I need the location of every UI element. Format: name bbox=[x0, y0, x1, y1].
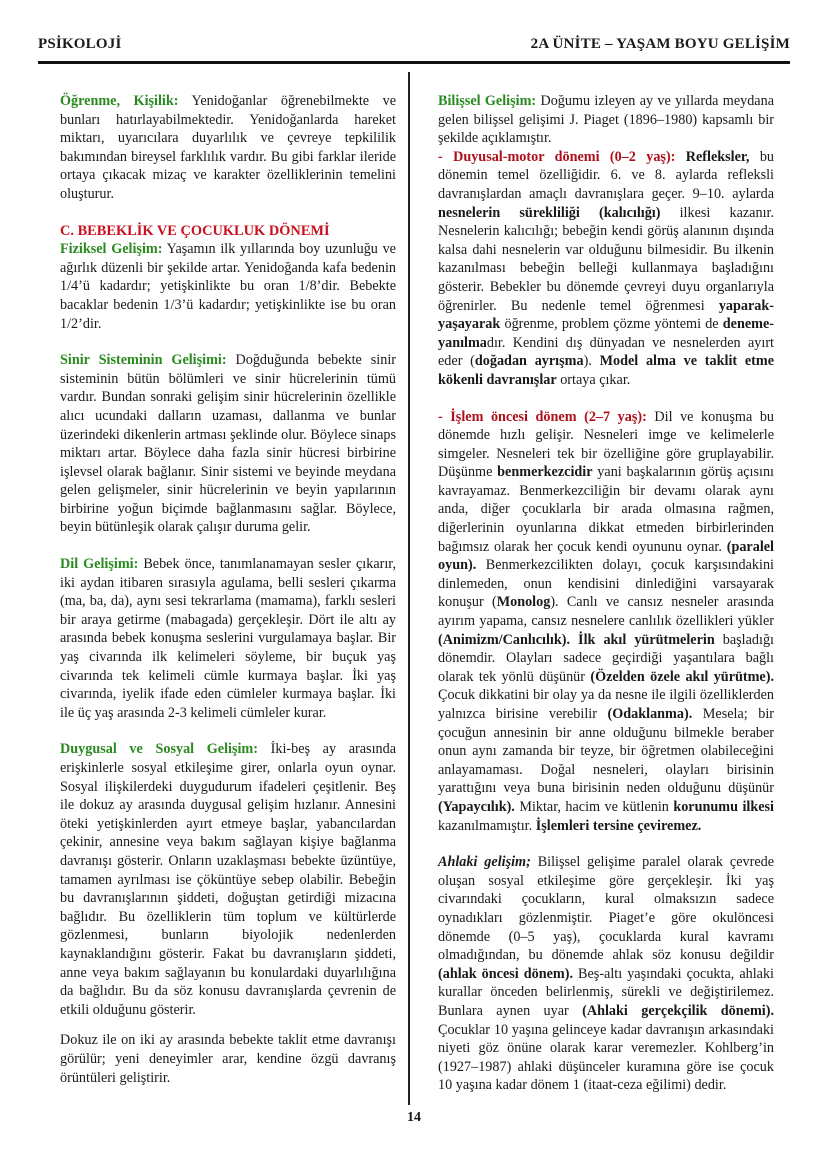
paragraph-taklit bbox=[60, 1031, 396, 1087]
paragraph-text: Bebek önce, tanımlanamayan sesler çıkarır, iki aydan itibaren sırasıyla agulama, belli sesleri çıkarma (ma, ba, da), aynı sesi tekrarlama (mamama), farklı sesleri bir araya getirme (mabagada) gerçekleşir. Dört ile altı ay arasında bebek konuşma seslerini vurgulamaya başlar. Bir yaş civarında ilk kelimeleri söyleme, bir buçuk yaş civarında tek kelimeli cümle kurmaya başlar. İki yaş civarında, iyelik ifade eden cümleler kurmaya başlar. İki ile üç yaş arasında 2-3 kelimeli cümleler kurar. bbox=[60, 556, 396, 721]
header-unit-title: 2A ÜNİTE – YAŞAM BOYU GELİŞİM bbox=[530, 36, 790, 52]
text-run: Dil ve konuşma bu dönemde hızlı gelişir. Nesneleri imge ve kelimelerle simgeler. Nesneleri tek bir özelliğine göre gruplayabilir. Düşünme bbox=[438, 408, 775, 481]
subheading-duygusal-sosyal: Duygusal ve Sosyal Gelişim: bbox=[60, 741, 258, 758]
text-run: bu dönemin temel özelliğidir. 6. ve 8. aylarda refleksli davranışlardan amaçlı davranışlara geçer. 9–10. aylarda bbox=[438, 148, 775, 202]
paragraph-text: Yaşamın ilk yıllarında boy uzunluğu ve ağırlık düzenli bir şekilde artar. Yenidoğanda kafa bedenin 1/4’ü kadardır; yetişkinlikte bu oran 1/8’dir. Bebekte bacaklar bedenin 1/3’ü kadardır; yetişkinlikte ise bu oran 1/2’dir. bbox=[60, 241, 396, 332]
page-header bbox=[38, 36, 790, 58]
text-run: dır. Kendini dış dünyadan ve nesnelerden ayırt eder ( bbox=[438, 334, 774, 370]
bold-term: (Ahlaki gerçekçilik dönemi). bbox=[582, 1002, 774, 1019]
text-run: Bilişsel gelişime paralel olarak çevrede oluşan sosyal etkileşime göre gerçekleşir. İki yaş civarındaki çocukların, kural olmaksızın sadece oynadıkları gözlenmiştir. Piaget’e göre okulöncesi dönemde (0–5 yaş), çocuklarda kural kavramı olmadığından, bu dönemde ahlak söz konusu değildir bbox=[438, 854, 775, 964]
bold-term: yaparak-yaşayarak bbox=[438, 297, 774, 333]
paragraph-dil-gelisimi bbox=[60, 555, 396, 722]
paragraph-sinir-sistemi bbox=[60, 351, 396, 537]
paragraph-ogrenme-kisilik bbox=[60, 92, 396, 204]
paragraph-bilissel-gelisim bbox=[438, 92, 774, 148]
text-run: Miktar, hacim ve kütlenin bbox=[514, 798, 674, 815]
text-run: Beş-altı yaşındaki çocukta, ahlaki kurallar önceden belirlenmiş, sürekli ve değiştirilemez. Bunlara aynen uyar bbox=[438, 965, 774, 1019]
text-run: yani başkalarının görüş açısını kavrayamaz. Benmerkezciliğin bir devamı olarak aynı anda, diğer çocuklarla bir arada olmasına rağmen, diğerlerinin oyunlarına dikkat etmeden birbirlerinden bağımsız olarak her çocuk kendi oyununu oynar. bbox=[438, 464, 774, 555]
text-run: ). Canlı ve cansız nesneler arasında ayırım yapama, cansız nesnelere canlılık özellikleri yükler bbox=[438, 594, 774, 630]
text-run: Çocuk dikkatini bir olay ya da nesne ile ilgili özelliklerden yalnızca birisine verebilir bbox=[438, 687, 774, 722]
paragraph-fiziksel-gelisim bbox=[60, 240, 396, 333]
text-run: ). bbox=[583, 353, 600, 370]
left-column bbox=[60, 92, 396, 1105]
text-run: Mesela; bir çocuğun annesinin bir anne olduğunu bilmekle beraber onun aynı zamanda bir teyze, bir öğretmen olabileceğini anlayamaması. Doğal nesneleri, olayları birisinin yarattığını veya buna birisinin neden olduğunu düşünür bbox=[438, 706, 775, 797]
bold-term: (paralel oyun). bbox=[438, 538, 774, 574]
bold-term: deneme-yanılma bbox=[438, 316, 774, 351]
page-number: 14 bbox=[407, 1110, 421, 1125]
section-heading: C. BEBEKLİK VE ÇOCUKLUK DÖNEMİ bbox=[60, 222, 330, 239]
subheading-islem-oncesi: - İşlem öncesi dönem (2–7 yaş): bbox=[438, 408, 647, 425]
bold-term: (Odaklanma). bbox=[607, 706, 693, 722]
paragraph-text: İki-beş ay arasında erişkinlerle sosyal etkileşime girer, onlarla oyun oynar. Sosyal ilişkilerdeki duygudurum ifadeleri çeşitlenir. Beş ile dokuz ay arasında duygusal gelişim hızlanır. Annesini öteki yetişkinlerden ayırt etmeye başlar, yabancılardan çekinir, annesine veya bakım sağlayan kişiye bağlanma davranışı gösterir. Onların uzaklaşması bebekte üzüntüye, tamamen ayrılması ise çöküntüye sebep olabilir. Bebeğin bu davranışlarının şiddeti, doğuştan getirdiği mizacına bağlıdır. Bu özelliklerin tüm toplum ve kültürlerde gözlenmesi, bunların biyolojik nedenlerden kaynaklandığını gösterir. Fakat bu davranışların şiddeti, anne veya bakım sağlayanın bu konulardaki duyarlılığına da bağlıdır. Bu da söz konusu davranışlarda çevrenin de etkili olduğunu gösterir. bbox=[60, 741, 396, 1018]
text-run: kazanılmamıştır. bbox=[438, 817, 536, 834]
paragraph-text: Yenidoğanlar öğrenebilmekte ve bunları hatırlayabilmektedir. Yenidoğanlarda hareket miktarı, uyarıcılara duyarlılık ve çevreye tepkililik bakımından bireysel farklılık vardır. Bu gibi farklar ileride ortaya çıkacak mizaç ve karakter özelliklerinin temelini oluşturur. bbox=[60, 93, 396, 202]
bold-term: doğadan ayrışma bbox=[474, 353, 584, 370]
subheading-duyusal-motor: - Duyusal-motor dönemi (0–2 yaş): bbox=[438, 148, 676, 165]
text-run: Benmerkezcilikten dolayı, çocuk karşısındakini dinlemeden, onun kendisini dinlediğini varsayarak konuşur ( bbox=[438, 557, 774, 611]
text-run bbox=[675, 149, 685, 165]
text-run: başladığı dönemdir. Olayları sadece geçirdiği yaşantılara bağlı olarak tek yönlü düşünür bbox=[438, 631, 774, 685]
text-run: Çocuklar 10 yaşına gelinceye kadar davranışın arkasındaki niyeti göz önüne olarak karar veremezler. Kohlberg’in (1927–1987) ahlaki düşünceler kuramına göre ise çocuk 10 yaşına kadar dönem 1 (itaat-ceza eğilimi) dedir. bbox=[438, 1021, 774, 1094]
right-column bbox=[438, 92, 774, 1113]
paragraph-text: Dokuz ile on iki ay arasında bebekte taklit etme davranışı görülür; yeni deneyimler arar, kendine özgü davranış örüntüleri geliştirir. bbox=[60, 1032, 396, 1086]
bold-term: (Yapaycılık). bbox=[438, 798, 515, 815]
paragraph-text: Doğduğunda bebekte sinir sisteminin bütün bölümleri ve sinir hücrelerinin tümü vardır. Bundan sonraki gelişim sinir hücrelerinin özellikle alıcı ucundaki dalların uzaması, dallanma ve bunlar üzerindeki dikenlerin artması şeklinde olur. Böylece sinaps miktarı artar. Böylece daha fazla sinir hücresi birbirine işlevsel olarak bağlanır. Sinir sistemi ve beyinde meydana gelen gelişmeler, sinir hücrelerinin ve beyin yapılarının birbirine yoğun biçimde bağlanmasını sağlar. Böylece, beyin bütünleşik olarak çalışır duruma gelir. bbox=[60, 352, 396, 536]
subheading-ogrenme-kisilik: Öğrenme, Kişilik: bbox=[60, 93, 179, 109]
paragraph-text: Doğumu izleyen ay ve yıllarda meydana gelen bilişsel gelişimi J. Piaget (1896–1980) kapsamlı bir şekilde açıklamıştır. bbox=[438, 93, 774, 147]
bold-term: (ahlak öncesi dönem). bbox=[438, 965, 574, 982]
subheading-ahlaki-gelisim: Ahlaki gelişim; bbox=[438, 854, 531, 871]
paragraph-duyusal-motor bbox=[438, 148, 774, 390]
header-rule bbox=[38, 61, 790, 64]
bold-term: Refleksler, bbox=[685, 148, 750, 165]
bold-term: Model alma ve taklit etme kökenli davranışlar bbox=[438, 353, 775, 388]
text-run: öğrenme, problem çözme yöntemi de bbox=[500, 316, 723, 333]
paragraph-duygusal-sosyal bbox=[60, 740, 396, 1019]
bold-term: nesnelerin sürekliliği (kalıcılığı) bbox=[438, 204, 661, 221]
paragraph-islem-oncesi bbox=[438, 408, 774, 836]
bold-term: Monolog bbox=[496, 594, 551, 611]
bold-term: İşlemleri tersine çeviremez. bbox=[535, 817, 702, 834]
text-run: ortaya çıkar. bbox=[556, 371, 631, 388]
subheading-sinir-sistemi: Sinir Sisteminin Gelişimi: bbox=[60, 352, 227, 369]
subheading-dil-gelisimi: Dil Gelişimi: bbox=[60, 556, 139, 573]
bold-term: (Özelden özele akıl yürütme). bbox=[590, 668, 774, 685]
subheading-fiziksel-gelisim: Fiziksel Gelişim: bbox=[60, 241, 163, 258]
paragraph-ahlaki-gelisim bbox=[438, 853, 774, 1095]
bold-term: benmerkezcidir bbox=[497, 464, 593, 481]
bold-term: korunumu ilkesi bbox=[673, 798, 774, 815]
subheading-bilissel-gelisim: Bilişsel Gelişim: bbox=[438, 93, 537, 109]
column-divider bbox=[408, 72, 410, 1105]
header-subject: PSİKOLOJİ bbox=[38, 36, 122, 52]
text-run: ilkesi kazanır. Nesnelerin kalıcılığı; bebeğin kendi görüş alanının dışında kalsa dahi nesnelerin var olduğunu bilmesidir. Bu ilkenin kazanılması bebeğin belleği kullanmaya başladığını gösterir. Bebekler bu dönemde çevreyi duyu organlarıyla öğrenirler. Bu nedenle temel öğrenmesi bbox=[438, 204, 774, 314]
bold-term: (Animizm/Canlıcılık). İlk akıl yürütmelerin bbox=[438, 631, 715, 648]
